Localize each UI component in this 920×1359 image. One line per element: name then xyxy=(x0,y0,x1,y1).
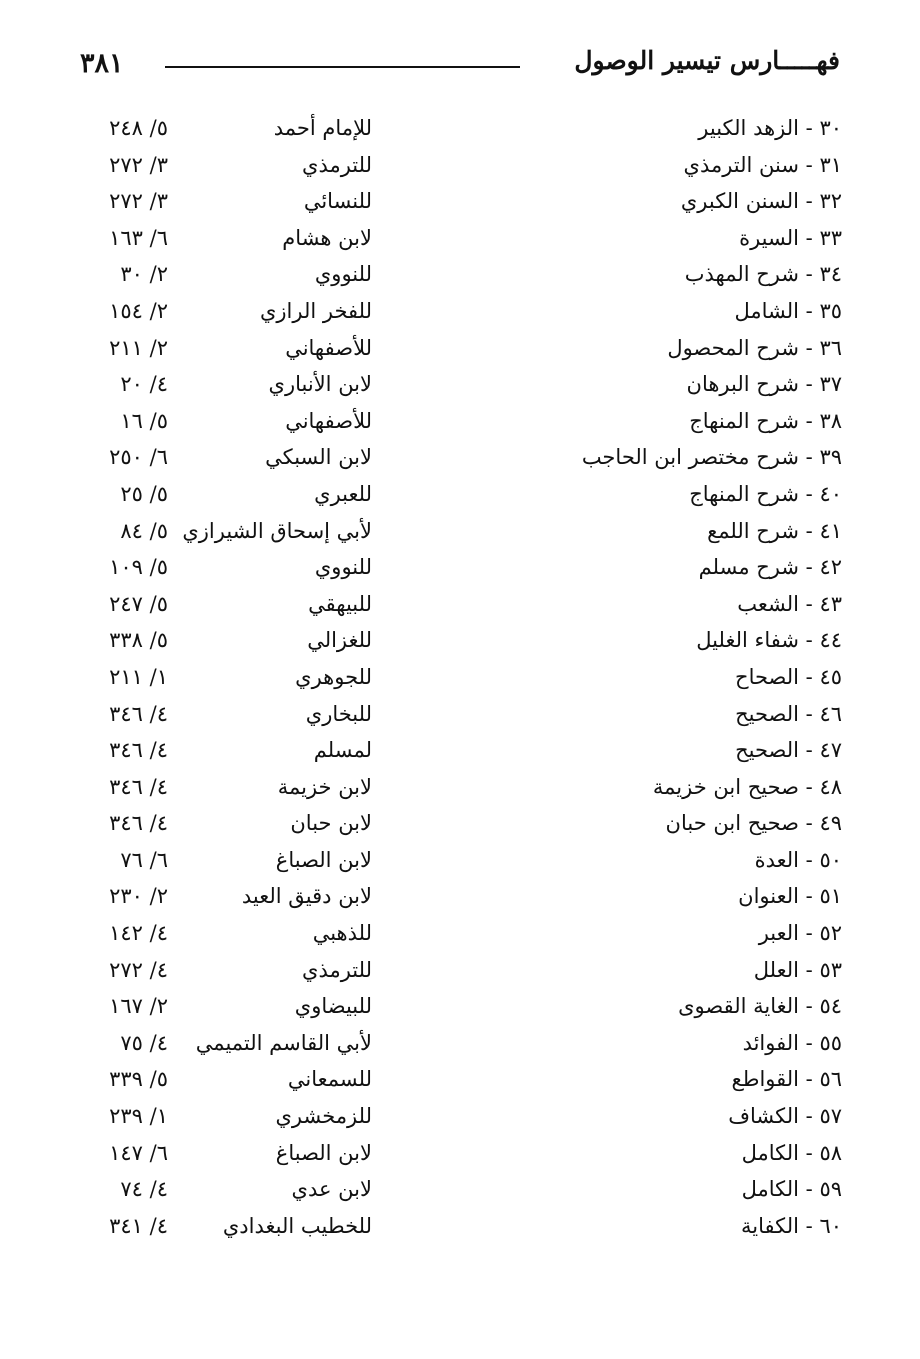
entry-title: ٣٨ - شرح المنهاج xyxy=(689,408,842,433)
entry-volume-page: ٦/ ٧٦ xyxy=(120,847,168,872)
entry-author: لابن الأنباري xyxy=(268,372,372,397)
entry-author: للبيضاوي xyxy=(294,994,372,1019)
index-entry xyxy=(0,845,920,882)
entry-number: ٣٦ xyxy=(819,335,842,360)
entry-author: للأصفهاني xyxy=(285,408,372,433)
entry-author: لأبي إسحاق الشيرازي xyxy=(182,518,372,543)
index-entry xyxy=(0,699,920,736)
entry-volume-page: ٢/ ١٥٤ xyxy=(109,298,168,323)
entry-volume-page: ٦/ ١٦٣ xyxy=(109,225,168,250)
entry-title-text: سنن الترمذي xyxy=(683,152,799,177)
entry-number: ٥١ xyxy=(819,884,842,909)
entry-title-text: صحيح ابن خزيمة xyxy=(652,774,799,799)
entry-volume-page: ٣/ ٢٧٢ xyxy=(109,152,168,177)
entry-number: ٤٧ xyxy=(819,738,842,763)
entry-title-text: السيرة xyxy=(739,225,799,250)
entry-number: ٥٤ xyxy=(819,994,842,1019)
entry-title-text: الكشاف xyxy=(728,1104,799,1129)
index-entry xyxy=(0,552,920,589)
entry-title-text: السنن الكبري xyxy=(680,189,799,214)
entry-title: ٣٣ - السيرة xyxy=(739,225,842,250)
entry-title: ٤٤ - شفاء الغليل xyxy=(696,628,842,653)
header-rule xyxy=(165,66,520,68)
entry-author: للبيهقي xyxy=(308,591,372,616)
entry-number: ٣٧ xyxy=(819,372,842,397)
entry-number: ٤٥ xyxy=(819,664,842,689)
entry-volume-page: ٤/ ٣٤٦ xyxy=(109,811,168,836)
index-entry xyxy=(0,918,920,955)
entry-title-text: صحيح ابن حبان xyxy=(665,811,799,836)
entry-volume-page: ٤/ ٣٤٦ xyxy=(109,738,168,763)
index-entry xyxy=(0,1028,920,1065)
entry-number: ٥٥ xyxy=(819,1030,842,1055)
entry-number: ٤٩ xyxy=(819,811,842,836)
index-entry xyxy=(0,223,920,260)
entry-volume-page: ٤/ ٣٤١ xyxy=(109,1213,168,1238)
entry-author: لابن خزيمة xyxy=(277,774,372,799)
entry-title-text: شرح مسلم xyxy=(698,555,799,580)
index-entry xyxy=(0,1174,920,1211)
entry-number: ٣٢ xyxy=(819,189,842,214)
entry-author: لابن عدي xyxy=(291,1177,372,1202)
index-entry xyxy=(0,479,920,516)
entry-title: ٥٢ - العبر xyxy=(758,921,842,946)
entry-title: ٤٠ - شرح المنهاج xyxy=(689,481,842,506)
index-entry xyxy=(0,881,920,918)
entry-volume-page: ٥/ ٣٣٩ xyxy=(109,1067,168,1092)
entry-volume-page: ٢/ ٢١١ xyxy=(109,335,168,360)
index-entry xyxy=(0,296,920,333)
index-entry xyxy=(0,625,920,662)
entry-title: ٦٠ - الكفاية xyxy=(741,1213,842,1238)
entry-number: ٥٠ xyxy=(819,847,842,872)
entry-number: ٤٢ xyxy=(819,555,842,580)
index-entry xyxy=(0,808,920,845)
entry-title-text: شرح اللمع xyxy=(707,518,799,543)
entry-volume-page: ٣/ ٢٧٢ xyxy=(109,189,168,214)
index-entry xyxy=(0,369,920,406)
entry-volume-page: ٦/ ١٤٧ xyxy=(109,1140,168,1165)
entry-title: ٥٦ - القواطع xyxy=(731,1067,842,1092)
entry-title-text: الصحيح xyxy=(735,738,799,763)
index-entry xyxy=(0,1101,920,1138)
index-entry xyxy=(0,662,920,699)
index-entry xyxy=(0,955,920,992)
entry-title: ٣٥ - الشامل xyxy=(734,298,842,323)
entry-title-text: شفاء الغليل xyxy=(696,628,799,653)
entry-volume-page: ٤/ ١٤٢ xyxy=(109,921,168,946)
entry-author: لأبي القاسم التميمي xyxy=(195,1030,372,1055)
entry-volume-page: ٤/ ٢٧٢ xyxy=(109,957,168,982)
entry-volume-page: ٥/ ١٠٩ xyxy=(109,555,168,580)
entry-volume-page: ٥/ ١٦ xyxy=(120,408,168,433)
index-entry-list xyxy=(0,113,920,1247)
entry-title-text: الكفاية xyxy=(741,1213,799,1238)
entry-volume-page: ٤/ ٧٤ xyxy=(120,1177,168,1202)
entry-number: ٤٤ xyxy=(819,628,842,653)
index-entry xyxy=(0,1064,920,1101)
entry-author: للغزالي xyxy=(307,628,372,653)
entry-title-text: شرح المنهاج xyxy=(689,408,799,433)
entry-title: ٥٣ - العلل xyxy=(753,957,842,982)
index-entry xyxy=(0,150,920,187)
entry-title-text: الفوائد xyxy=(742,1030,799,1055)
entry-number: ٣٨ xyxy=(819,408,842,433)
index-entry xyxy=(0,333,920,370)
entry-title-text: شرح المنهاج xyxy=(689,481,799,506)
entry-title: ٣٩ - شرح مختصر ابن الحاجب xyxy=(581,445,842,470)
entry-author: للترمذي xyxy=(302,957,372,982)
entry-title-text: الصحاح xyxy=(735,664,799,689)
entry-volume-page: ٤/ ٢٠ xyxy=(120,372,168,397)
entry-volume-page: ٥/ ٢٤٧ xyxy=(109,591,168,616)
entry-author: للفخر الرازي xyxy=(259,298,372,323)
entry-title: ٤٦ - الصحيح xyxy=(735,701,842,726)
entry-volume-page: ٥/ ٢٥ xyxy=(120,481,168,506)
entry-author: للسمعاني xyxy=(287,1067,372,1092)
entry-title: ٣٢ - السنن الكبري xyxy=(680,189,842,214)
entry-title-text: الكامل xyxy=(741,1140,799,1165)
entry-author: للنووي xyxy=(314,555,372,580)
entry-volume-page: ٤/ ٣٤٦ xyxy=(109,774,168,799)
entry-volume-page: ٥/ ٣٣٨ xyxy=(109,628,168,653)
entry-title-text: العدة xyxy=(754,847,799,872)
entry-number: ٥٦ xyxy=(819,1067,842,1092)
entry-volume-page: ٦/ ٢٥٠ xyxy=(109,445,168,470)
entry-number: ٣٣ xyxy=(819,225,842,250)
entry-number: ٥٨ xyxy=(819,1140,842,1165)
entry-title-text: الكامل xyxy=(741,1177,799,1202)
entry-title-text: الغاية القصوى xyxy=(678,994,799,1019)
entry-number: ٤٨ xyxy=(819,774,842,799)
entry-title: ٤٢ - شرح مسلم xyxy=(698,555,842,580)
entry-title-text: العلل xyxy=(753,957,799,982)
entry-volume-page: ٢/ ١٦٧ xyxy=(109,994,168,1019)
entry-number: ٣٥ xyxy=(819,298,842,323)
index-entry xyxy=(0,516,920,553)
page-header xyxy=(80,44,840,88)
entry-number: ٣٤ xyxy=(819,262,842,287)
entry-number: ٤٠ xyxy=(819,481,842,506)
entry-volume-page: ١/ ٢١١ xyxy=(109,664,168,689)
index-entry xyxy=(0,772,920,809)
entry-number: ٥٢ xyxy=(819,921,842,946)
entry-author: للجوهري xyxy=(295,664,372,689)
entry-title-text: الشعب xyxy=(737,591,799,616)
entry-title: ٥١ - العنوان xyxy=(738,884,842,909)
entry-number: ٤٦ xyxy=(819,701,842,726)
index-entry xyxy=(0,259,920,296)
entry-title-text: العبر xyxy=(758,921,799,946)
entry-number: ٤٣ xyxy=(819,591,842,616)
entry-author: للنووي xyxy=(314,262,372,287)
entry-title-text: شرح المحصول xyxy=(667,335,799,360)
entry-title: ٥٩ - الكامل xyxy=(741,1177,842,1202)
entry-volume-page: ٤/ ٧٥ xyxy=(120,1030,168,1055)
index-entry xyxy=(0,991,920,1028)
entry-number: ٣٠ xyxy=(819,116,842,140)
entry-title-text: شرح البرهان xyxy=(686,372,799,397)
entry-title: ٥٥ - الفوائد xyxy=(742,1030,842,1055)
entry-number: ٥٩ xyxy=(819,1177,842,1202)
index-entry xyxy=(0,589,920,626)
entry-number: ٤١ xyxy=(819,518,842,543)
entry-author: لابن حبان xyxy=(290,811,372,836)
entry-title: ٤٣ - الشعب xyxy=(737,591,842,616)
entry-number: ٣١ xyxy=(819,152,842,177)
index-entry xyxy=(0,442,920,479)
entry-volume-page: ٢/ ٢٣٠ xyxy=(109,884,168,909)
entry-title-text: القواطع xyxy=(731,1067,799,1092)
entry-title: ٥٤ - الغاية القصوى xyxy=(678,994,842,1019)
entry-author: للنسائي xyxy=(303,189,372,214)
entry-author: للذهبي xyxy=(312,921,372,946)
entry-volume-page: ٥/ ٨٤ xyxy=(120,518,168,543)
entry-author: للخطيب البغدادي xyxy=(222,1213,372,1238)
entry-title: ٣١ - سنن الترمذي xyxy=(683,152,842,177)
entry-title: ٤١ - شرح اللمع xyxy=(707,518,842,543)
entry-title: ٤٩ - صحيح ابن حبان xyxy=(665,811,842,836)
index-entry xyxy=(0,1138,920,1175)
index-entry xyxy=(0,735,920,772)
entry-volume-page: ١/ ٢٣٩ xyxy=(109,1104,168,1129)
entry-author: لابن دقيق العيد xyxy=(241,884,372,909)
entry-title: ٤٥ - الصحاح xyxy=(735,664,842,689)
entry-number: ٥٧ xyxy=(819,1104,842,1129)
entry-author: لابن الصباغ xyxy=(275,1140,372,1165)
entry-title: ٥٨ - الكامل xyxy=(741,1140,842,1165)
entry-number: ٦٠ xyxy=(819,1213,842,1238)
index-entry xyxy=(0,113,920,150)
entry-title-text: الصحيح xyxy=(735,701,799,726)
entry-title: ٣٦ - شرح المحصول xyxy=(667,335,842,360)
entry-author: للزمخشري xyxy=(275,1104,372,1129)
index-entry xyxy=(0,1211,920,1248)
entry-title-text: العنوان xyxy=(738,884,799,909)
entry-author: لابن السبكي xyxy=(265,445,372,470)
entry-title-text: شرح المهذب xyxy=(684,262,799,287)
entry-author: لابن الصباغ xyxy=(275,847,372,872)
entry-author: لمسلم xyxy=(313,738,372,763)
entry-title-text: شرح مختصر ابن الحاجب xyxy=(581,445,799,470)
entry-title: ٥٧ - الكشاف xyxy=(728,1104,842,1129)
entry-volume-page: ٢/ ٣٠ xyxy=(120,262,168,287)
entry-author: للبخاري xyxy=(305,701,372,726)
entry-number: ٥٣ xyxy=(819,957,842,982)
entry-author: للعبري xyxy=(314,481,372,506)
entry-title-text: الزهد الكبير xyxy=(698,116,799,140)
entry-volume-page: ٥/ ٢٤٨ xyxy=(109,116,168,140)
entry-volume-page: ٤/ ٣٤٦ xyxy=(109,701,168,726)
entry-number: ٣٩ xyxy=(819,445,842,470)
entry-title-text: الشامل xyxy=(734,298,799,323)
entry-title: ٥٠ - العدة xyxy=(754,847,842,872)
entry-author: للترمذي xyxy=(302,152,372,177)
entry-title: ٤٨ - صحيح ابن خزيمة xyxy=(652,774,842,799)
entry-title: ٣٠ - الزهد الكبير xyxy=(698,116,842,140)
index-entry xyxy=(0,186,920,223)
entry-author: لابن هشام xyxy=(282,225,372,250)
entry-title: ٤٧ - الصحيح xyxy=(735,738,842,763)
page-number: ٣٨١ xyxy=(80,48,124,79)
entry-author: للإمام أحمد xyxy=(273,116,372,140)
entry-author: للأصفهاني xyxy=(285,335,372,360)
index-entry xyxy=(0,406,920,443)
entry-title: ٣٧ - شرح البرهان xyxy=(686,372,842,397)
running-title: فهـــــارس تيسير الوصول xyxy=(574,46,840,75)
entry-title: ٣٤ - شرح المهذب xyxy=(684,262,842,287)
